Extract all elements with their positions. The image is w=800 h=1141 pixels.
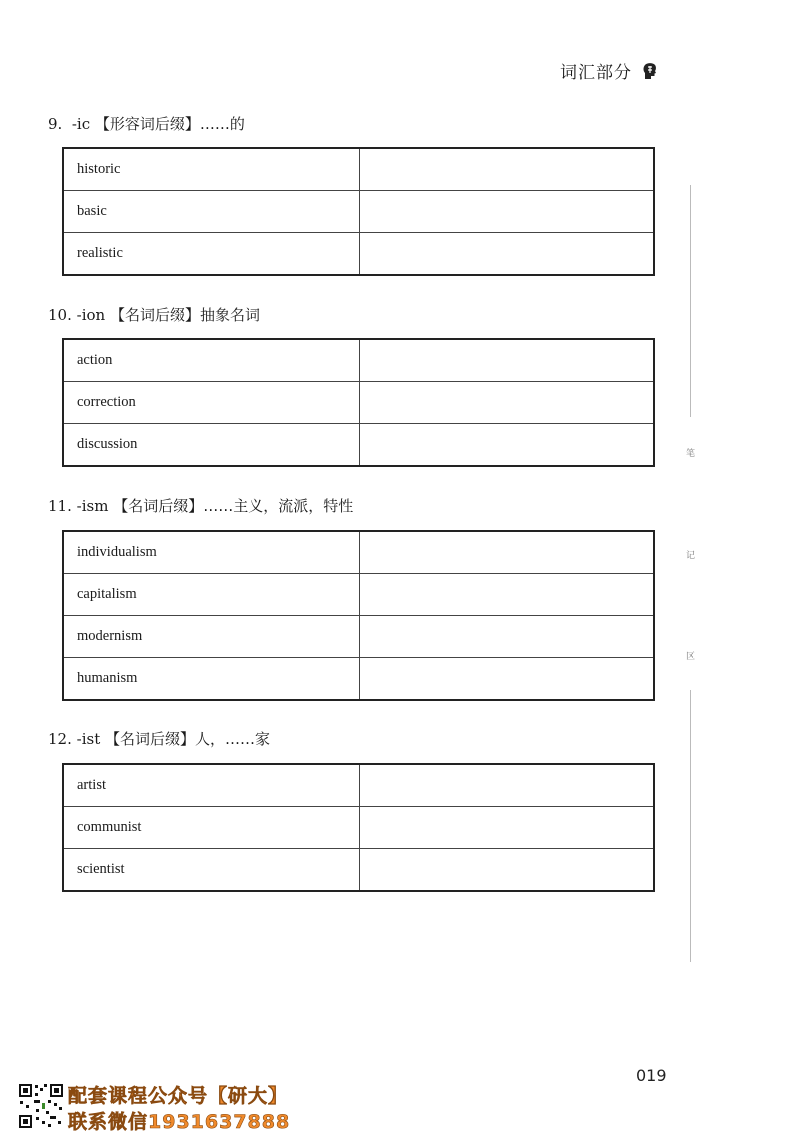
- vocab-word: capitalism: [63, 574, 360, 616]
- section-suffix: -ion: [76, 306, 106, 324]
- vocab-table-ist: [62, 763, 655, 892]
- vocab-word: scientist: [63, 849, 360, 892]
- vocab-word: artist: [63, 764, 360, 807]
- section-title-ism: [48, 495, 353, 516]
- vocab-table-ism: [62, 530, 655, 701]
- answer-cell[interactable]: [360, 849, 655, 892]
- head-silhouette-icon: [642, 62, 658, 80]
- section-desc: 【名词后缀】……主义，流派，特性: [113, 497, 354, 515]
- promo-line-1: 配套课程公众号【研大】: [68, 1085, 289, 1107]
- table-row: [63, 616, 654, 658]
- table-row: [63, 531, 654, 574]
- table-row: [63, 424, 654, 467]
- vocab-word: humanism: [63, 658, 360, 701]
- page-header: [560, 58, 658, 83]
- answer-cell[interactable]: [360, 339, 655, 382]
- section-title-ion: [48, 304, 260, 325]
- section-suffix: -ism: [76, 497, 109, 515]
- table-row: [63, 807, 654, 849]
- answer-cell[interactable]: [360, 531, 655, 574]
- margin-note-char: 记: [686, 551, 696, 561]
- section-number: 12.: [48, 730, 72, 748]
- answer-cell[interactable]: [360, 424, 655, 467]
- section-title-ist: [48, 728, 270, 749]
- margin-rule-top: [690, 185, 691, 417]
- vocab-word: discussion: [63, 424, 360, 467]
- answer-cell[interactable]: [360, 382, 655, 424]
- margin-note-char: 笔: [686, 449, 696, 459]
- vocab-word: communist: [63, 807, 360, 849]
- table-row: [63, 382, 654, 424]
- section-number: 9.: [48, 115, 63, 133]
- header-title: 词汇部分: [560, 63, 632, 83]
- section-number: 10.: [48, 306, 72, 324]
- page-number: 019: [636, 1066, 667, 1085]
- qr-code-icon: [18, 1083, 64, 1129]
- answer-cell[interactable]: [360, 233, 655, 276]
- vocab-word: correction: [63, 382, 360, 424]
- vocab-word: basic: [63, 191, 360, 233]
- table-row: [63, 658, 654, 701]
- vocab-word: action: [63, 339, 360, 382]
- answer-cell[interactable]: [360, 658, 655, 701]
- table-row: [63, 148, 654, 191]
- answer-cell[interactable]: [360, 616, 655, 658]
- vocab-table-ic: [62, 147, 655, 276]
- section-suffix: -ist: [76, 730, 101, 748]
- margin-note-char: 区: [686, 652, 696, 662]
- table-row: [63, 191, 654, 233]
- vocab-word: modernism: [63, 616, 360, 658]
- section-suffix: -ic: [71, 115, 91, 133]
- answer-cell[interactable]: [360, 807, 655, 849]
- answer-cell[interactable]: [360, 191, 655, 233]
- section-number: 11.: [48, 497, 72, 515]
- answer-cell[interactable]: [360, 148, 655, 191]
- vocab-word: historic: [63, 148, 360, 191]
- answer-cell[interactable]: [360, 574, 655, 616]
- table-row: [63, 574, 654, 616]
- promo-line-2: 联系微信1931637888: [68, 1111, 291, 1133]
- section-desc: 【名词后缀】人，……家: [105, 730, 271, 748]
- section-desc: 【形容词后缀】……的: [94, 115, 245, 133]
- margin-rule-bottom: [690, 690, 691, 962]
- vocab-word: individualism: [63, 531, 360, 574]
- vocab-table-ion: [62, 338, 655, 467]
- answer-cell[interactable]: [360, 764, 655, 807]
- vocab-word: realistic: [63, 233, 360, 276]
- table-row: [63, 764, 654, 807]
- table-row: [63, 233, 654, 276]
- table-row: [63, 849, 654, 892]
- table-row: [63, 339, 654, 382]
- section-desc: 【名词后缀】抽象名词: [109, 306, 260, 324]
- section-title-ic: [48, 113, 245, 134]
